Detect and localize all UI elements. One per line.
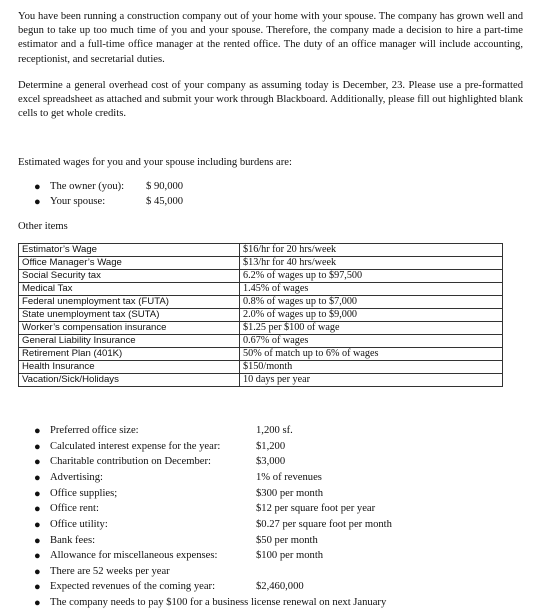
item-label: Vacation/Sick/Holidays <box>19 374 240 387</box>
bullet-icon: ● <box>34 488 41 500</box>
detail-value: $0.27 per square foot per month <box>256 519 392 530</box>
item-label: Federal unemployment tax (FUTA) <box>19 296 240 309</box>
bullet-icon: ● <box>34 519 41 531</box>
wage-value: $ 90,000 <box>146 181 184 192</box>
item-value: 50% of match up to 6% of wages <box>240 348 503 361</box>
detail-label: Calculated interest expense for the year: <box>50 441 221 452</box>
intro-paragraph-2: Determine a general overhead cost of your company as assuming today is December, 23. Please use a pre-formatted excel spreadsheet as attached and submit your work through Blackboard. Additionally, please fill out highlighted blank cells to get whole credits. <box>18 80 523 120</box>
item-label: Health Insurance <box>19 361 240 374</box>
table-row <box>19 283 503 296</box>
table-row <box>19 348 503 361</box>
item-value: 1.45% of wages <box>240 283 503 296</box>
detail-value: $3,000 <box>256 456 286 467</box>
table-row <box>19 270 503 283</box>
table-row <box>19 322 503 335</box>
bullet-icon: ● <box>34 456 41 468</box>
other-items-heading: Other items <box>18 221 68 232</box>
detail-value: $2,460,000 <box>256 581 304 592</box>
table-row <box>19 309 503 322</box>
wage-value: $ 45,000 <box>146 196 184 207</box>
bullet-icon: ● <box>34 535 41 547</box>
bullet-icon: ● <box>34 581 41 593</box>
detail-label: The company needs to pay $100 for a business license renewal on next January <box>50 597 387 608</box>
detail-value: $50 per month <box>256 535 318 546</box>
item-label: Office Manager’s Wage <box>19 257 240 270</box>
bullet-icon: ● <box>34 550 41 562</box>
item-value: $13/hr for 40 hrs/week <box>240 257 503 270</box>
detail-value: $1,200 <box>256 441 286 452</box>
table-row <box>19 244 503 257</box>
table-row <box>19 257 503 270</box>
bullet-icon: ● <box>34 181 41 193</box>
other-items-table <box>18 243 503 387</box>
item-label: Estimator’s Wage <box>19 244 240 257</box>
item-value: $1.25 per $100 of wage <box>240 322 503 335</box>
bullet-icon: ● <box>34 472 41 484</box>
bullet-icon: ● <box>34 196 41 208</box>
item-value: 2.0% of wages up to $9,000 <box>240 309 503 322</box>
bullet-icon: ● <box>34 441 41 453</box>
detail-label: Allowance for miscellaneous expenses: <box>50 550 218 561</box>
bullet-icon: ● <box>34 503 41 515</box>
detail-label: Office utility: <box>50 519 108 530</box>
table-row <box>19 335 503 348</box>
item-label: State unemployment tax (SUTA) <box>19 309 240 322</box>
detail-label: Bank fees: <box>50 535 96 546</box>
detail-label: Preferred office size: <box>50 425 139 436</box>
table-row <box>19 374 503 387</box>
item-value: 10 days per year <box>240 374 503 387</box>
wage-label: Your spouse: <box>50 196 106 207</box>
item-label: General Liability Insurance <box>19 335 240 348</box>
detail-label: Office rent: <box>50 503 99 514</box>
detail-value: 1% of revenues <box>256 472 322 483</box>
item-value: 0.8% of wages up to $7,000 <box>240 296 503 309</box>
detail-label: Expected revenues of the coming year: <box>50 581 216 592</box>
item-value: 0.67% of wages <box>240 335 503 348</box>
intro-paragraph-1: You have been running a construction company out of your home with your spouse. The company has grown well and begun to take up too much time of you and your spouse. Therefore, the company made a decision to hire a part-time estimator and a full-time office manager at the rented office. The duty of an office manager will include accounting, receptionist, and secretarial duties. <box>18 11 523 65</box>
bullet-icon: ● <box>34 597 41 609</box>
item-value: 6.2% of wages up to $97,500 <box>240 270 503 283</box>
item-value: $16/hr for 20 hrs/week <box>240 244 503 257</box>
wages-heading: Estimated wages for you and your spouse including burdens are: <box>18 157 292 168</box>
wage-label: The owner (you): <box>50 181 125 192</box>
detail-value: $100 per month <box>256 550 324 561</box>
detail-label: Office supplies; <box>50 488 118 499</box>
detail-value: $12 per square foot per year <box>256 503 376 514</box>
item-label: Social Security tax <box>19 270 240 283</box>
table-row <box>19 296 503 309</box>
detail-value: $300 per month <box>256 488 324 499</box>
detail-label: Charitable contribution on December: <box>50 456 211 467</box>
detail-label: There are 52 weeks per year <box>50 566 170 577</box>
table-row <box>19 361 503 374</box>
bullet-icon: ● <box>34 425 41 437</box>
bullet-icon: ● <box>34 566 41 578</box>
item-label: Retirement Plan (401K) <box>19 348 240 361</box>
detail-label: Advertising: <box>50 472 103 483</box>
detail-value: 1,200 sf. <box>256 425 293 436</box>
item-label: Medical Tax <box>19 283 240 296</box>
item-label: Worker’s compensation insurance <box>19 322 240 335</box>
item-value: $150/month <box>240 361 503 374</box>
